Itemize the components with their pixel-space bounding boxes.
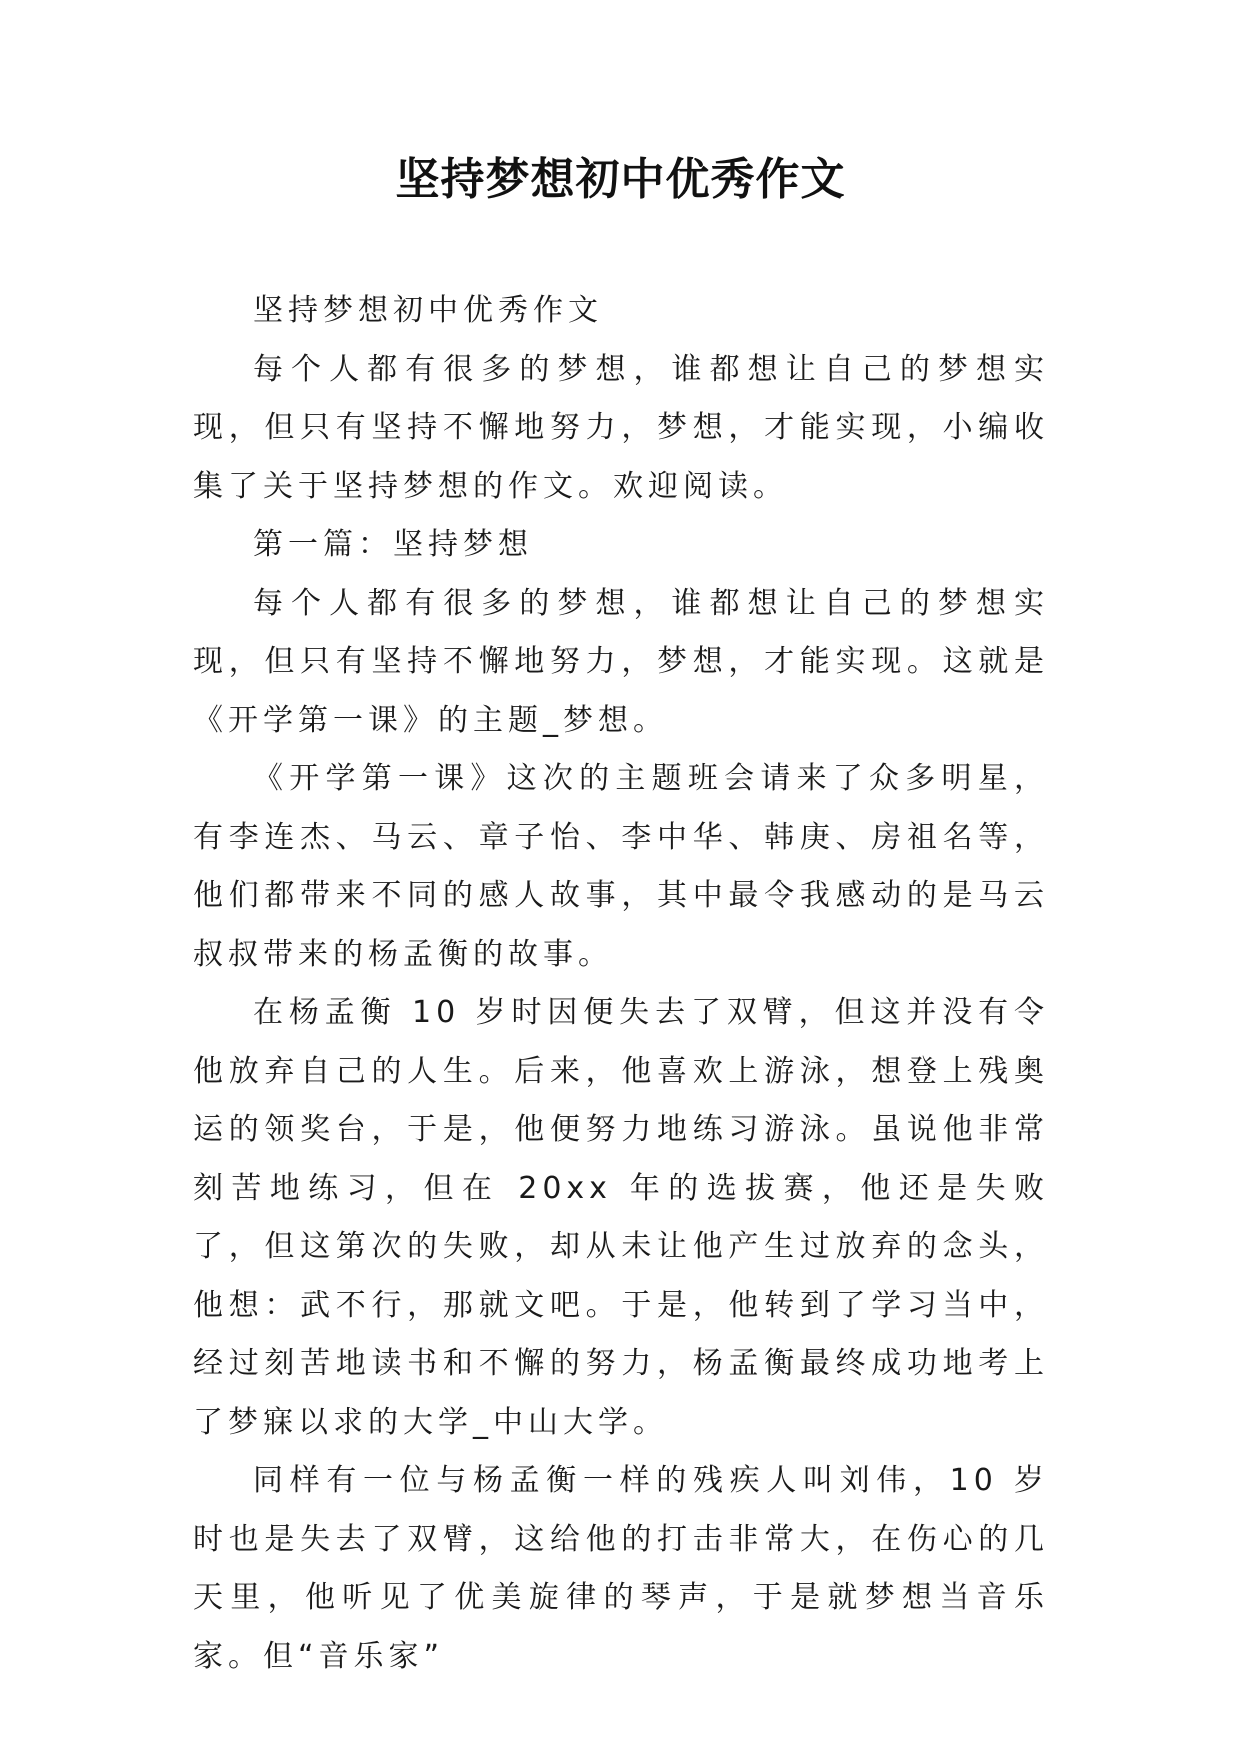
paragraph: 在杨孟衡 10 岁时因便失去了双臂，但这并没有令他放弃自己的人生。后来，他喜欢上游泳，想登上残奥运的领奖台，于是，他便努力地练习游泳。虽说他非常刻苦地练习，但在 20xx 年的选拔赛，他还是失败了，但这第次的失败，却从未让他产生过放弃的念头，他想：武不行，那就文吧。于是，他转到了学习当中，经过刻苦地读书和不懈的努力，杨孟衡最终成功地考上了梦寐以求的大学_中山大学。 xyxy=(193,995,1049,1440)
paragraph-subtitle: 坚持梦想初中优秀作文 xyxy=(253,293,603,328)
paragraph-intro: 每个人都有很多的梦想，谁都想让自己的梦想实现，但只有坚持不懈地努力，梦想，才能实现，小编收集了关于坚持梦想的作文。欢迎阅读。 xyxy=(193,351,1049,504)
document-title: 坚持梦想初中优秀作文 xyxy=(395,154,846,205)
paragraph-section-heading: 第一篇：坚持梦想 xyxy=(253,527,533,562)
document-body xyxy=(193,282,1049,1686)
paragraph: 每个人都有很多的梦想，谁都想让自己的梦想实现，但只有坚持不懈地努力，梦想，才能实现。这就是《开学第一课》的主题_梦想。 xyxy=(193,585,1049,738)
paragraph: 同样有一位与杨孟衡一样的残疾人叫刘伟，10 岁时也是失去了双臂，这给他的打击非常大，在伤心的几天里，他听见了优美旋律的琴声，于是就梦想当音乐家。但“音乐家” xyxy=(193,1463,1049,1674)
paragraph: 《开学第一课》这次的主题班会请来了众多明星，有李连杰、马云、章子怡、李中华、韩庚、房祖名等，他们都带来不同的感人故事，其中最令我感动的是马云叔叔带来的杨孟衡的故事。 xyxy=(193,761,1049,972)
